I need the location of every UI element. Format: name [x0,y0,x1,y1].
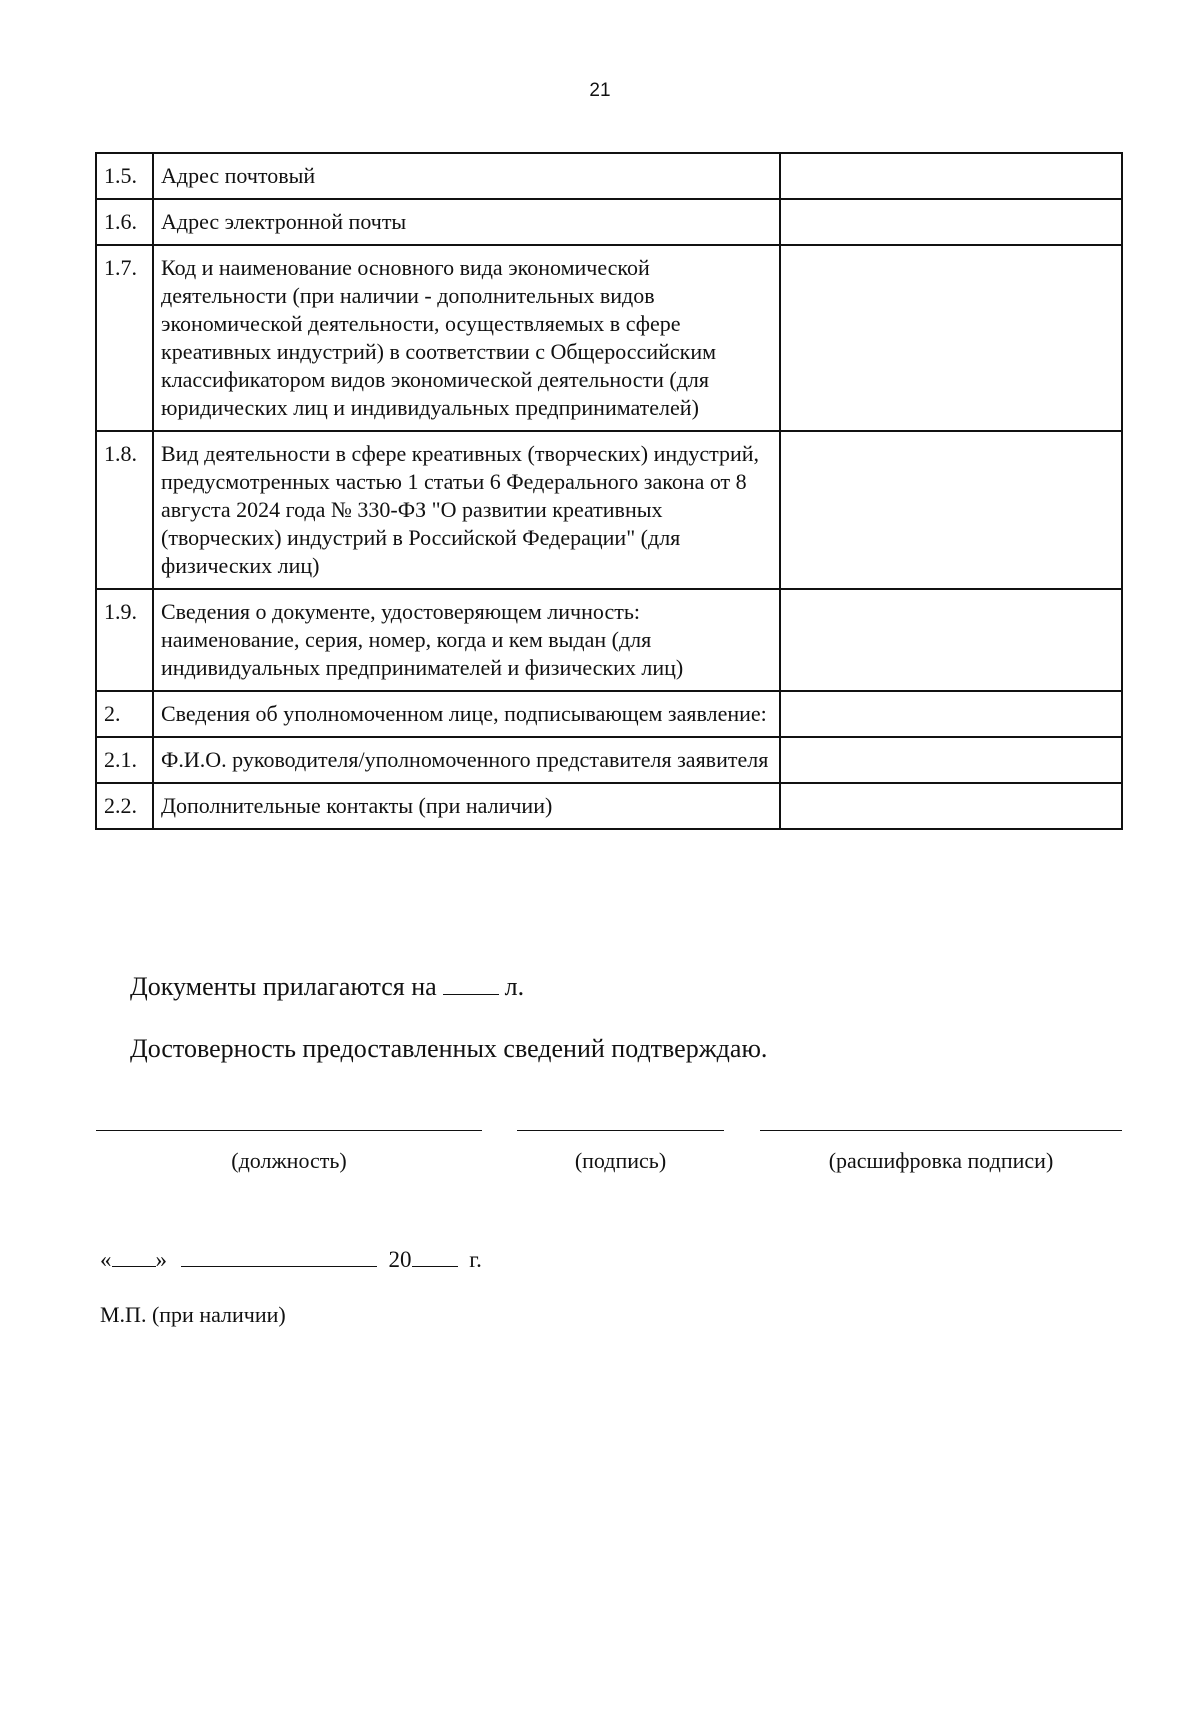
row-number: 1.5. [96,153,153,199]
row-description: Код и наименование основного вида экономической деятельности (при наличии - дополнительных видов экономической деятельности, осуществляемых в сфере креативных индустрий) в соответствии с Общероссийским классификатором видов экономической деятельности (для юридических лиц и индивидуальных предпринимателей) [153,245,780,431]
row-value-field[interactable] [780,153,1122,199]
attachments-count-blank[interactable] [443,972,499,995]
year-prefix: 20 [388,1247,412,1272]
row-value-field[interactable] [780,589,1122,691]
row-description: Сведения об уполномоченном лице, подписывающем заявление: [153,691,780,737]
table-row [96,431,1122,589]
date-row [100,1246,482,1273]
row-value-field[interactable] [780,245,1122,431]
stamp-note: М.П. (при наличии) [100,1302,286,1327]
table-row [96,589,1122,691]
confirmation-text: Достоверность предоставленных сведений подтверждаю. [130,1034,768,1063]
row-number: 2.2. [96,783,153,829]
row-value-field[interactable] [780,691,1122,737]
application-form-table [95,152,1123,830]
position-label: (должность) [231,1148,347,1173]
row-value-field[interactable] [780,199,1122,245]
attachments-suffix: л. [504,972,525,1001]
row-value-field[interactable] [780,783,1122,829]
signature-line[interactable] [517,1130,724,1131]
table-row [96,737,1122,783]
table-row [96,691,1122,737]
year-blank[interactable] [412,1246,458,1267]
row-value-field[interactable] [780,737,1122,783]
year-suffix: г. [469,1247,482,1272]
table-body [96,153,1122,829]
row-description: Вид деятельности в сфере креативных (творческих) индустрий, предусмотренных частью 1 статьи 6 Федерального закона от 8 августа 2024 года № 330-ФЗ "О развитии креативных (творческих) индустрий в Российской Федерации" (для физических лиц) [153,431,780,589]
row-description: Адрес почтовый [153,153,780,199]
row-number: 1.9. [96,589,153,691]
row-description: Сведения о документе, удостоверяющем личность: наименование, серия, номер, когда и кем выдан (для индивидуальных предпринимателей и физических лиц) [153,589,780,691]
signature-decoding-label: (расшифровка подписи) [828,1148,1054,1173]
day-blank[interactable] [112,1246,156,1267]
date-close-quote: » [155,1247,167,1272]
signature-decoding-line[interactable] [760,1130,1122,1131]
table-row [96,153,1122,199]
row-description: Ф.И.О. руководителя/уполномоченного представителя заявителя [153,737,780,783]
row-number: 1.6. [96,199,153,245]
attachments-line [130,972,524,1002]
attachments-prefix: Документы прилагаются на [130,972,437,1001]
table-row [96,245,1122,431]
month-blank[interactable] [181,1246,377,1267]
row-number: 1.7. [96,245,153,431]
row-number: 1.8. [96,431,153,589]
date-open-quote: « [100,1247,112,1272]
row-description: Адрес электронной почты [153,199,780,245]
row-description: Дополнительные контакты (при наличии) [153,783,780,829]
table-row [96,199,1122,245]
row-number: 2.1. [96,737,153,783]
table-row [96,783,1122,829]
row-number: 2. [96,691,153,737]
position-line[interactable] [96,1130,482,1131]
row-value-field[interactable] [780,431,1122,589]
page-number: 21 [589,80,611,101]
signature-label: (подпись) [574,1148,667,1173]
